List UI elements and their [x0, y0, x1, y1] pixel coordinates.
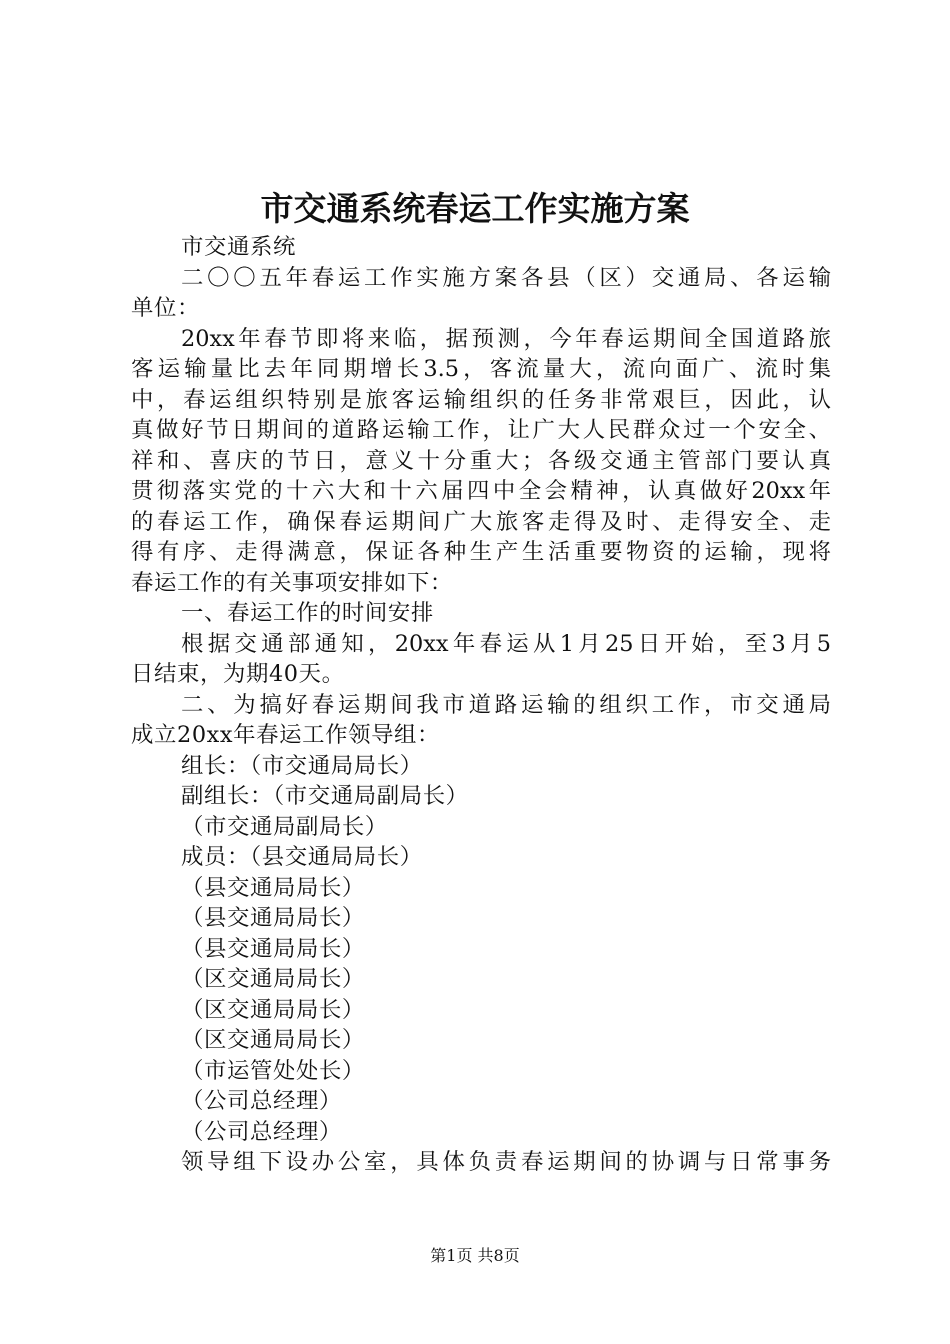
- text-line: [131, 629, 831, 660]
- text-line: 组长：（市交通局局长）: [181, 752, 423, 779]
- text-line: [131, 324, 831, 355]
- text-line: [131, 446, 831, 477]
- text-line: （市运管处处长）: [181, 1057, 365, 1084]
- text-line-content: 的春运工作，确保春运期间广大旅客走得及时、走得安全、走: [131, 508, 831, 535]
- text-line: [131, 537, 831, 568]
- text-line: [131, 507, 831, 538]
- page-footer: 第1页 共8页: [430, 1246, 520, 1265]
- document-title: 市交通系统春运工作实施方案: [260, 189, 690, 228]
- text-line: [131, 263, 831, 294]
- text-line: 成员：（县交通局局长）: [181, 844, 423, 870]
- text-line-content: 根据交通部通知，20xx年春运从1月25日开始，至3月5: [181, 630, 831, 657]
- text-line-content: 二、为搞好春运期间我市道路运输的组织工作，市交通局: [181, 691, 831, 718]
- document-body: [131, 232, 831, 1178]
- text-line: [131, 690, 831, 721]
- text-line: 单位：: [131, 295, 200, 321]
- text-line: 副组长：（市交通局副局长）: [181, 783, 469, 809]
- text-line: （市交通局副局长）: [181, 813, 388, 840]
- text-line: （区交通局局长）: [181, 996, 365, 1023]
- text-line: 成立20xx年春运工作领导组：: [131, 722, 441, 748]
- text-line: （县交通局局长）: [181, 905, 365, 931]
- text-line-content: 客运输量比去年同期增长3.5，客流量大，流向面广、流时集: [131, 356, 831, 382]
- text-line: 春运工作的有关事项安排如下：: [131, 569, 453, 596]
- text-line: 日结束，为期40天。: [131, 661, 345, 687]
- text-line-content: 领导组下设办公室，具体负责春运期间的协调与日常事务: [181, 1149, 831, 1175]
- text-line: 市交通系统: [181, 234, 296, 260]
- text-line-content: 20xx年春节即将来临，据预测，今年春运期间全国道路旅: [181, 325, 831, 352]
- text-line: （公司总经理）: [181, 1118, 342, 1145]
- text-line: [131, 385, 831, 416]
- text-line-content: 二〇〇五年春运工作实施方案各县（区）交通局、各运输: [181, 264, 831, 291]
- text-line: （区交通局局长）: [181, 1027, 365, 1053]
- text-line-content: 得有序、走得满意，保证各种生产生活重要物资的运输，现将: [131, 539, 831, 565]
- text-line: （县交通局局长）: [181, 935, 365, 962]
- text-line: （区交通局局长）: [181, 966, 365, 992]
- text-line: 一、春运工作的时间安排: [181, 600, 434, 626]
- text-line-content: 祥和、喜庆的节日，意义十分重大；各级交通主管部门要认真: [131, 447, 831, 474]
- text-line: [131, 354, 831, 385]
- text-line: （公司总经理）: [181, 1088, 342, 1114]
- text-line: （县交通局局长）: [181, 874, 365, 901]
- text-line-content: 真做好节日期间的道路运输工作，让广大人民群众过一个安全、: [131, 417, 831, 443]
- text-line: [131, 476, 831, 507]
- text-line: [131, 1147, 831, 1178]
- text-line-content: 中，春运组织特别是旅客运输组织的任务非常艰巨，因此，认: [131, 386, 831, 413]
- text-line: [131, 415, 831, 446]
- text-line-content: 贯彻落实党的十六大和十六届四中全会精神，认真做好20xx年: [131, 478, 831, 504]
